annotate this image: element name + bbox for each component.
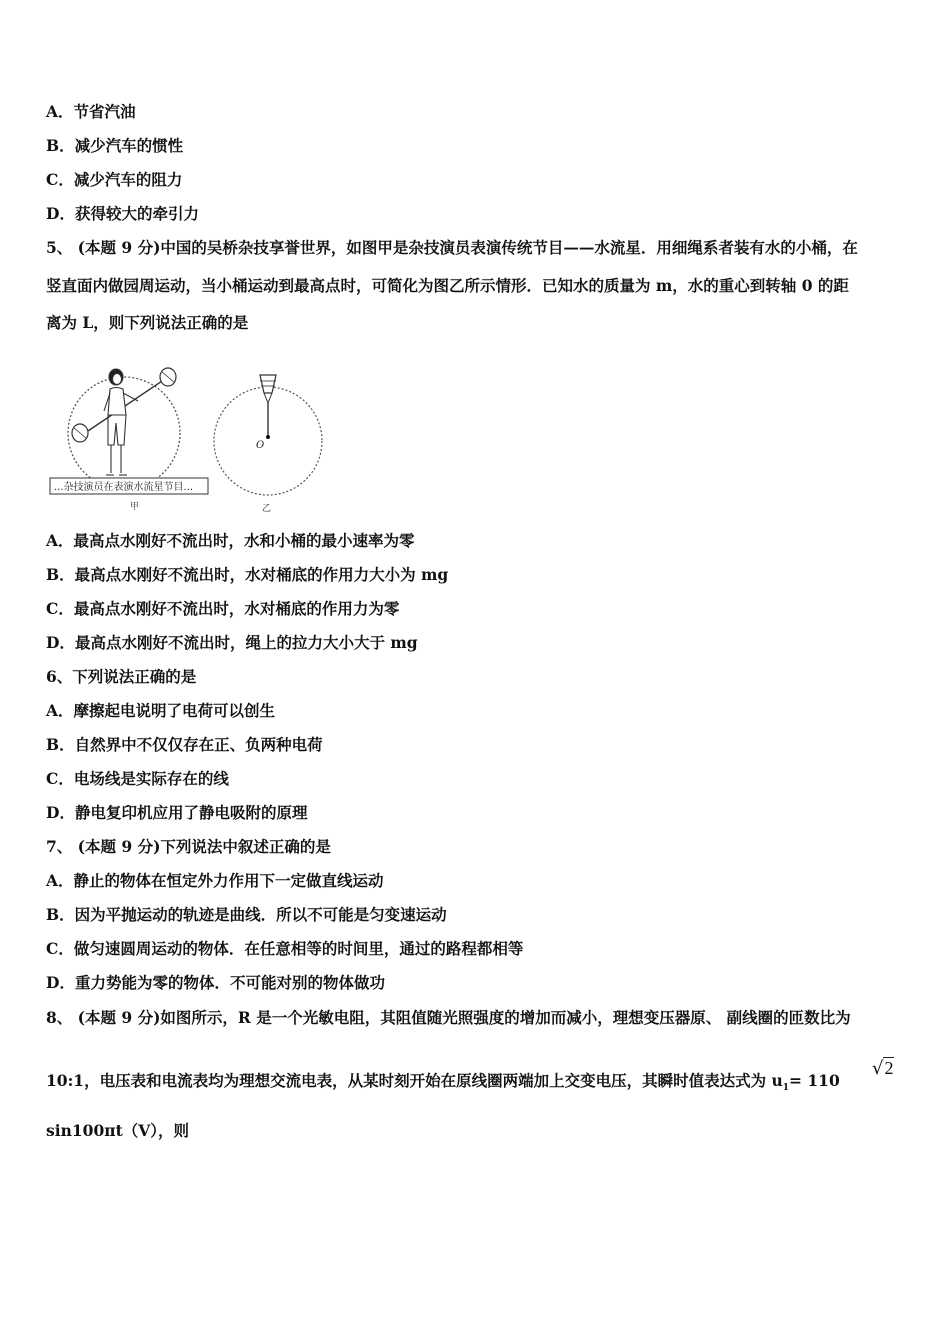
q7-option-b: B．因为平抛运动的轨迹是曲线．所以不可能是匀变速运动 (46, 905, 447, 924)
q7-option-a: A．静止的物体在恒定外力作用下一定做直线运动 (46, 871, 384, 890)
q5-figure (46, 345, 346, 515)
q5-option-c: C．最高点水刚好不流出时，水对桶底的作用力为零 (46, 599, 400, 618)
label-o: O (256, 440, 265, 451)
q4-option-d: D．获得较大的牵引力 (46, 204, 199, 223)
caption-jia: ...杂技演员在表演水流星节目... (54, 482, 194, 493)
figure-yi (214, 375, 322, 514)
q6-option-d: D．静电复印机应用了静电吸附的原理 (46, 803, 308, 822)
q7-stem: 7、 (本题 9 分)下列说法中叙述正确的是 (46, 837, 331, 856)
q7-option-d: D．重力势能为零的物体．不可能对别的物体做功 (46, 973, 385, 992)
q5-stem-line3: 离为 L，则下列说法正确的是 (46, 313, 249, 332)
label-yi: 乙 (262, 504, 272, 514)
yi-bucket (260, 375, 276, 393)
q8-stem-line2: 10:1，电压表和电流表均为理想交流电表，从某时刻开始在原线圈两端加上交变电压，其瞬时值表达式为 $u_1= 110$ (46, 1071, 840, 1094)
figure-jia (50, 368, 208, 512)
q5-option-d: D．最高点水刚好不流出时，绳上的拉力大小大于 mg (46, 633, 418, 652)
q5-option-a: A．最高点水刚好不流出时，水和小桶的最小速率为零 (46, 531, 415, 550)
q6-option-c: C．电场线是实际存在的线 (46, 769, 229, 788)
q4-option-c: C．减少汽车的阻力 (46, 170, 183, 189)
performer-figure (104, 369, 138, 475)
q6-stem: 6、下列说法正确的是 (46, 667, 197, 686)
q8-stem-line3: sin100πt（V），则 (46, 1121, 190, 1140)
q8-stem-line1: 8、 (本题 9 分)如图所示，R 是一个光敏电阻，其阻值随光照强度的增加而减小，理想变压器原、 副线圈的匝数比为 (46, 1008, 851, 1027)
q4-option-b: B．减少汽车的惯性 (46, 136, 184, 155)
q5-stem-line1: 5、 (本题 9 分)中国的吴桥杂技享誉世界，如图甲是杂技演员表演传统节目——水流星．用细绳系者装有水的小桶，在 (46, 238, 858, 257)
q6-option-b: B．自然界中不仅仅存在正、负两种电荷 (46, 735, 323, 754)
yi-axis-point (266, 435, 270, 439)
sqrt-symbol: √2 (872, 1058, 894, 1079)
q4-option-a: A．节省汽油 (46, 102, 136, 121)
q7-option-c: C．做匀速圆周运动的物体．在任意相等的时间里，通过的路程都相等 (46, 939, 524, 958)
q5-stem-line2: 竖直面内做园周运动，当小桶运动到最高点时，可简化为图乙所示情形．已知水的质量为 m，水的重心到转轴 0 的距 (46, 276, 849, 295)
label-jia: 甲 (130, 502, 140, 512)
q5-option-b: B．最高点水刚好不流出时，水对桶底的作用力大小为 mg (46, 565, 449, 584)
q6-option-a: A．摩擦起电说明了电荷可以创生 (46, 701, 276, 720)
